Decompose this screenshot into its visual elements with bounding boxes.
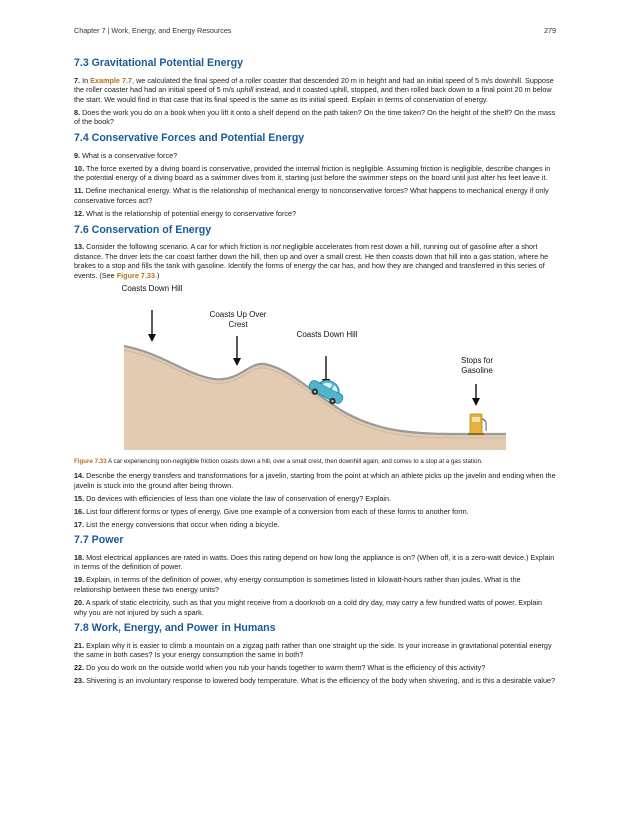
section-heading: 7.3 Gravitational Potential Energy	[74, 57, 243, 69]
question-17: 17. List the energy conversions that occur when riding a bicycle.	[74, 519, 280, 529]
question-16: 16. List four different forms or types of energy. Give one example of a conversion from each of these forms to another form.	[74, 506, 469, 516]
gas-pump-icon	[468, 414, 486, 435]
question-18: 18. Most electrical appliances are rated in watts. Does this rating depend on how long the appliance is on? (When off, it is a zero-watt device.) Explain in terms of the definition of power.	[74, 552, 555, 572]
question-22: 22. Do you do work on the outside world when you rub your hands together to warm them? What is the efficiency of this activity?	[74, 663, 486, 673]
chapter-title: Chapter 7 | Work, Energy, and Energy Resources	[74, 26, 232, 35]
question-21: 21. Explain why it is easier to climb a mountain on a zigzag path rather than one straight up the side. Is your increase in gravitational potential energy the same in both cases? Is your energy consumption the same in both?	[74, 640, 552, 660]
label-stops-for-gasoline: Stops for Gasoline	[460, 355, 493, 375]
page-number: 279	[544, 26, 556, 35]
label-coasts-down-hill-2: Coasts Down Hill	[296, 329, 358, 339]
question-14: 14. Describe the energy transfers and transformations for a javelin, starting from the point at which an athlete picks up the javelin and ending when the javelin is stuck into the ground after being thrown.	[74, 470, 556, 490]
question-19: 19. Explain, in terms of the definition of power, why energy consumption is sometimes listed in kilowatt-hours rather than joules. What is the relationship between these two energy units?	[74, 575, 521, 594]
running-header	[74, 26, 556, 35]
question-10: 10. The force exerted by a diving board is conservative, provided the internal friction is negligible. Assuming friction is negligible, describe changes in the potential energy of a diving board as a swimmer dives from it, starting just before the swimmer steps on the board until just after his feet leave it.	[74, 163, 551, 183]
question-11: 11. Define mechanical energy. What is the relationship of mechanical energy to nonconservative forces? What happens to mechanical energy if only conservative forces act?	[74, 186, 549, 205]
question-23: 23. Shivering is an involuntary response to lowered body temperature. What is the efficiency of the body when shivering, and is this a desirable value?	[74, 676, 556, 686]
arrow-coasts-up	[233, 336, 241, 366]
question-13: 13. Consider the following scenario. A car for which friction is not negligible accelerates from rest down a hill, running out of gasoline after a short distance. The driver lets the car coast farther down the hill, then up and over a small crest. He then coasts down that hill into a gas station, where he brakes to a stop and fills the tank with gasoline. Identify the forms of energy the car has, and how they are changed and transferred in this series of events. (See Figure 7.33.)	[74, 242, 549, 280]
section-7-7	[74, 534, 556, 617]
question-20: 20. A spark of static electricity, such as that you might receive from a doorknob on a cold dry day, may carry a few hundred watts of power. Explain why you are not injured by such a spark.	[74, 597, 543, 617]
section-heading: 7.4 Conservative Forces and Potential Energy	[74, 132, 305, 145]
question-12: 12. What is the relationship of potential energy to conservative force?	[74, 208, 297, 218]
section-7-6	[74, 224, 556, 530]
question-7: 7. In Example 7.7, we calculated the final speed of a roller coaster that descended 20 m in height and had an initial speed of 5 m/s downhill. Suppose the roller coaster had had an initial speed of 5 m/s uphill instead, and it coasted uphill, stopped, and then rolled back down to a final point 20 m below the start. We would find in that case that its final speed is the same as its initial speed. Explain in terms of conservation of energy.	[74, 75, 554, 104]
question-8: 8. Does the work you do on a book when you lift it onto a shelf depend on the path taken? On the time taken? On the height of the shelf? On the mass of the book?	[74, 107, 556, 127]
label-coasts-up-over-crest: Coasts Up Over Crest	[209, 309, 267, 329]
question-9: 9. What is a conservative force?	[74, 150, 178, 160]
figure-caption: Figure 7.33 A car experiencing non-negligible friction coasts down a hill, over a small crest, then downhill again, and comes to a stop at a gas station.	[74, 457, 483, 465]
section-heading: 7.6 Conservation of Energy	[74, 223, 212, 236]
label-coasts-down-hill-1: Coasts Down Hill	[121, 283, 183, 293]
figure-7-33	[74, 284, 556, 454]
example-link[interactable]: Example 7.7	[90, 75, 133, 85]
content	[74, 57, 556, 691]
arrow-coasts-down-1	[148, 310, 156, 342]
section-heading: 7.8 Work, Energy, and Power in Humans	[74, 622, 276, 635]
section-7-8	[74, 622, 556, 686]
section-heading: 7.7 Power	[74, 534, 124, 547]
figure-link[interactable]: Figure 7.33	[116, 270, 155, 280]
section-7-4	[74, 132, 556, 218]
section-7-3	[74, 57, 556, 127]
question-15: 15. Do devices with efficiencies of less than one violate the law of conservation of energy? Explain.	[74, 493, 392, 503]
arrow-stops	[472, 384, 480, 406]
